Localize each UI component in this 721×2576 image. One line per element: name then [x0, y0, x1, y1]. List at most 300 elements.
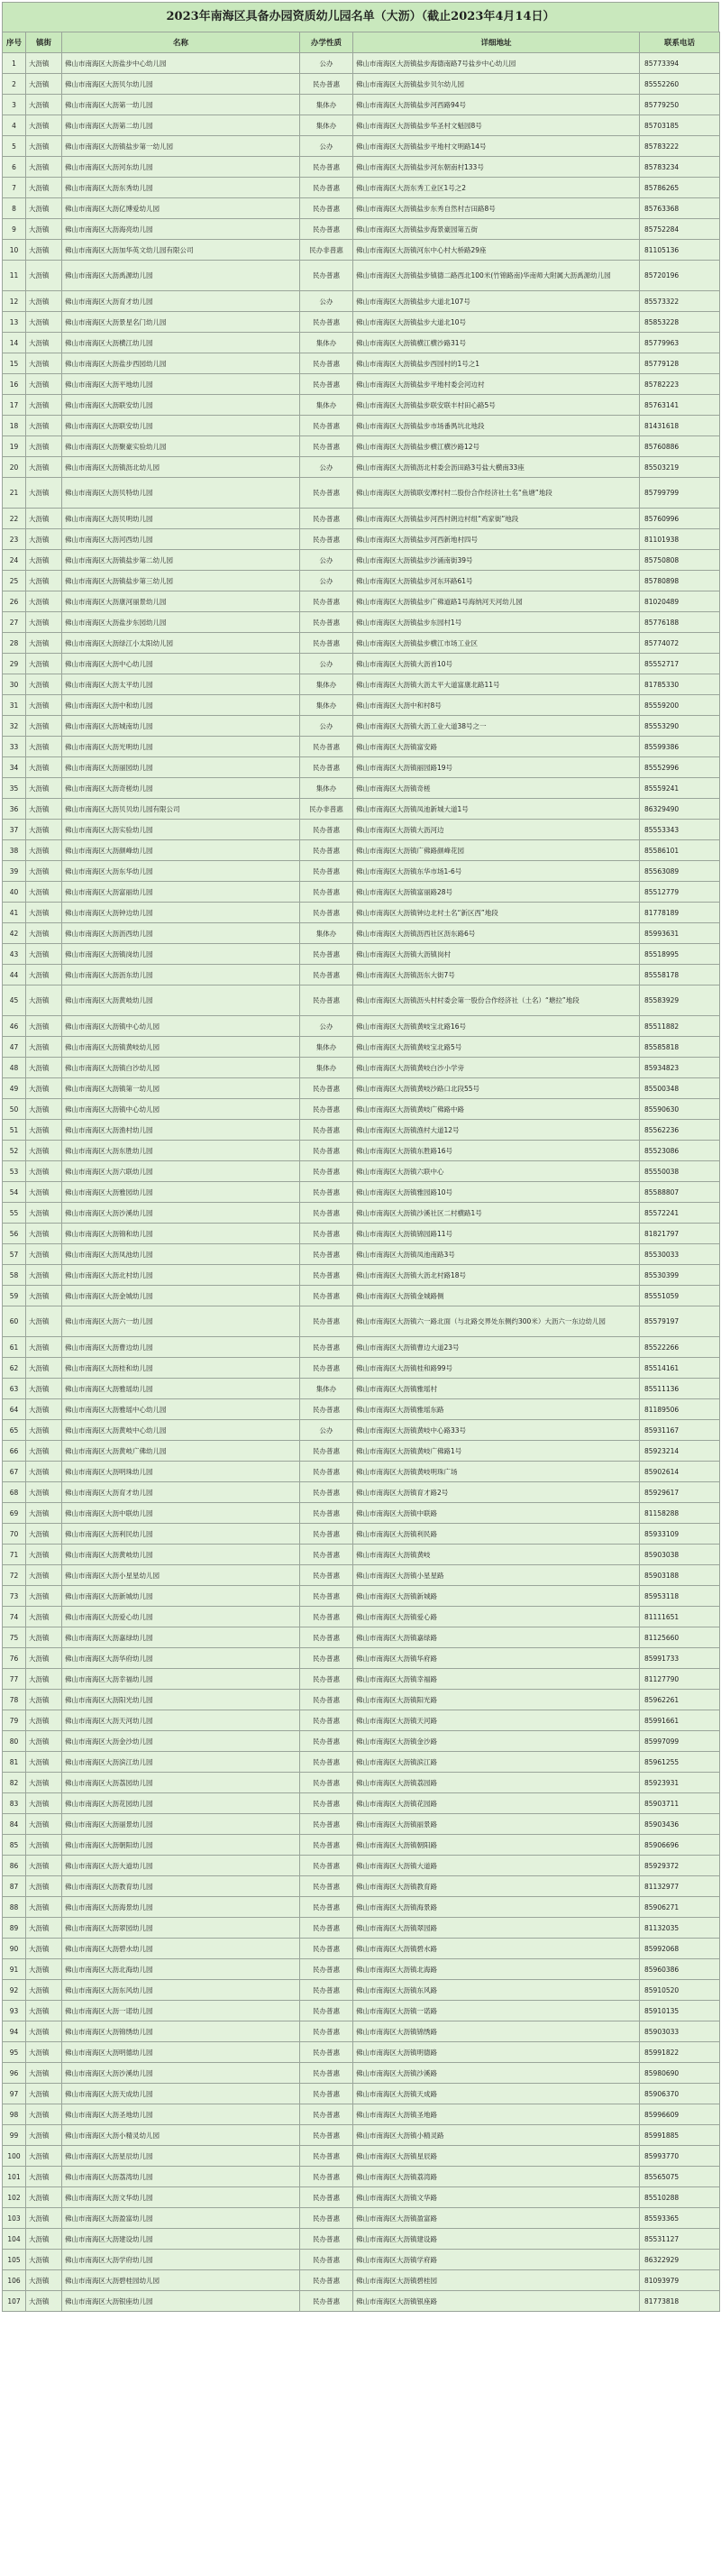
row-town: 大沥镇 — [26, 1420, 62, 1441]
row-name: 佛山市南海区大沥天成幼儿园 — [62, 2084, 300, 2104]
row-address: 佛山市南海区大沥镇东风路 — [353, 1980, 640, 2001]
table-row — [3, 1939, 720, 1959]
row-nature: 民办普惠 — [300, 591, 353, 612]
row-index: 62 — [3, 1358, 26, 1379]
row-index: 36 — [3, 799, 26, 820]
row-address: 佛山市南海区大沥镇盐步河西村朗边村组“鸡家街”地段 — [353, 509, 640, 529]
row-town: 大沥镇 — [26, 1037, 62, 1058]
row-phone: 85776188 — [640, 612, 720, 633]
row-phone: 85903038 — [640, 1545, 720, 1565]
row-index: 85 — [3, 1835, 26, 1856]
row-nature: 民办普惠 — [300, 1627, 353, 1648]
row-name: 佛山市南海区大沥圣地幼儿园 — [62, 2104, 300, 2125]
row-index: 55 — [3, 1203, 26, 1224]
row-address: 佛山市南海区大沥镇碧水路 — [353, 1939, 640, 1959]
row-town: 大沥镇 — [26, 1814, 62, 1835]
row-nature: 民办普惠 — [300, 529, 353, 550]
row-town: 大沥镇 — [26, 457, 62, 478]
row-nature: 民办普惠 — [300, 1265, 353, 1286]
row-phone: 85992068 — [640, 1939, 720, 1959]
row-town: 大沥镇 — [26, 2167, 62, 2187]
table-row — [3, 882, 720, 903]
row-name: 佛山市南海区大沥桂和幼儿园 — [62, 1358, 300, 1379]
row-name: 佛山市南海区大沥利民幼儿园 — [62, 1524, 300, 1545]
row-index: 11 — [3, 261, 26, 291]
row-address: 佛山市南海区大沥镇盐步东秀自然村吉田路8号 — [353, 198, 640, 219]
row-index: 45 — [3, 985, 26, 1016]
row-name: 佛山市南海区大沥镇盐步第二幼儿园 — [62, 550, 300, 571]
row-name: 佛山市南海区大沥沥西幼儿园 — [62, 923, 300, 944]
row-name: 佛山市南海区大沥太平幼儿园 — [62, 674, 300, 695]
row-phone: 85931167 — [640, 1420, 720, 1441]
table-row — [3, 1959, 720, 1980]
row-phone: 85991661 — [640, 1710, 720, 1731]
row-town: 大沥镇 — [26, 1939, 62, 1959]
row-nature: 民办普惠 — [300, 1959, 353, 1980]
row-town: 大沥镇 — [26, 261, 62, 291]
table-row — [3, 1182, 720, 1203]
row-name: 佛山市南海区大沥中联幼儿园 — [62, 1503, 300, 1524]
row-index: 63 — [3, 1379, 26, 1399]
row-address: 佛山市南海区大沥镇盐步大道北10号 — [353, 312, 640, 333]
row-name: 佛山市南海区大沥育才幼儿园 — [62, 291, 300, 312]
row-town: 大沥镇 — [26, 1731, 62, 1752]
table-row — [3, 2125, 720, 2146]
row-town: 大沥镇 — [26, 1690, 62, 1710]
row-town: 大沥镇 — [26, 2084, 62, 2104]
row-index: 5 — [3, 136, 26, 157]
row-nature: 民办普惠 — [300, 1793, 353, 1814]
row-town: 大沥镇 — [26, 633, 62, 654]
row-town: 大沥镇 — [26, 674, 62, 695]
row-address: 佛山市南海区大沥镇黄岐宝北路5号 — [353, 1037, 640, 1058]
table-row — [3, 374, 720, 395]
row-index: 27 — [3, 612, 26, 633]
row-phone: 85585818 — [640, 1037, 720, 1058]
row-address: 佛山市南海区大沥镇一诺路 — [353, 2001, 640, 2021]
row-town: 大沥镇 — [26, 1203, 62, 1224]
row-index: 91 — [3, 1959, 26, 1980]
row-index: 21 — [3, 478, 26, 509]
table-row — [3, 1037, 720, 1058]
row-index: 72 — [3, 1565, 26, 1586]
row-nature: 民办普惠 — [300, 1286, 353, 1306]
row-name: 佛山市南海区大沥小精灵幼儿园 — [62, 2125, 300, 2146]
table-row — [3, 1358, 720, 1379]
row-name: 佛山市南海区大沥富丽幼儿园 — [62, 882, 300, 903]
row-address: 佛山市南海区大沥镇盐步华圣村文魁园8号 — [353, 115, 640, 136]
row-name: 佛山市南海区大沥小星星幼儿园 — [62, 1565, 300, 1586]
row-nature: 民办普惠 — [300, 436, 353, 457]
row-nature: 集体办 — [300, 1037, 353, 1058]
row-town: 大沥镇 — [26, 1224, 62, 1244]
row-town: 大沥镇 — [26, 1773, 62, 1793]
row-address: 佛山市南海区大沥镇明德路 — [353, 2042, 640, 2063]
row-nature: 民办普惠 — [300, 2042, 353, 2063]
row-nature: 民办普惠 — [300, 612, 353, 633]
row-town: 大沥镇 — [26, 2291, 62, 2312]
row-address: 佛山市南海区大沥镇盐步西园村的1号之1 — [353, 353, 640, 374]
row-index: 16 — [3, 374, 26, 395]
row-nature: 集体办 — [300, 1379, 353, 1399]
row-address: 佛山市南海区大沥镇翠园路 — [353, 1918, 640, 1939]
row-index: 35 — [3, 778, 26, 799]
row-town: 大沥镇 — [26, 1669, 62, 1690]
table-row — [3, 716, 720, 737]
row-name: 佛山市南海区大沥景星名门幼儿园 — [62, 312, 300, 333]
row-index: 75 — [3, 1627, 26, 1648]
row-address: 佛山市南海区大沥镇朝阳路 — [353, 1835, 640, 1856]
row-index: 57 — [3, 1244, 26, 1265]
row-town: 大沥镇 — [26, 1016, 62, 1037]
row-phone: 85703185 — [640, 115, 720, 136]
row-phone: 81101938 — [640, 529, 720, 550]
row-address: 佛山市南海区大沥镇教育路 — [353, 1876, 640, 1897]
row-nature: 民办普惠 — [300, 1503, 353, 1524]
row-town: 大沥镇 — [26, 903, 62, 923]
row-name: 佛山市南海区大沥东风幼儿园 — [62, 1980, 300, 2001]
row-address: 佛山市南海区大沥镇黄岐白沙小学旁 — [353, 1058, 640, 1078]
row-name: 佛山市南海区大沥嘉绿幼儿园 — [62, 1627, 300, 1648]
row-index: 53 — [3, 1161, 26, 1182]
row-phone: 86329490 — [640, 799, 720, 820]
row-town: 大沥镇 — [26, 965, 62, 985]
row-nature: 集体办 — [300, 923, 353, 944]
row-index: 76 — [3, 1648, 26, 1669]
row-town: 大沥镇 — [26, 571, 62, 591]
row-town: 大沥镇 — [26, 799, 62, 820]
row-phone: 85799799 — [640, 478, 720, 509]
row-phone: 85511882 — [640, 1016, 720, 1037]
row-address: 佛山市南海区大沥镇大沥河边 — [353, 820, 640, 840]
table-row — [3, 1286, 720, 1306]
row-nature: 民办普惠 — [300, 509, 353, 529]
row-town: 大沥镇 — [26, 1399, 62, 1420]
row-name: 佛山市南海区大沥镇白沙幼儿园 — [62, 1058, 300, 1078]
row-phone: 85760886 — [640, 436, 720, 457]
row-nature: 民办普惠 — [300, 2208, 353, 2229]
row-address: 佛山市南海区大沥镇富丽路28号 — [353, 882, 640, 903]
row-index: 69 — [3, 1503, 26, 1524]
row-town: 大沥镇 — [26, 1482, 62, 1503]
row-index: 107 — [3, 2291, 26, 2312]
row-name: 佛山市南海区大沥阳光幼儿园 — [62, 1690, 300, 1710]
row-nature: 民办普惠 — [300, 1078, 353, 1099]
row-address: 佛山市南海区大沥镇沥西社区沥东路6号 — [353, 923, 640, 944]
table-row — [3, 312, 720, 333]
row-nature: 民办普惠 — [300, 1690, 353, 1710]
row-phone: 85558178 — [640, 965, 720, 985]
row-name: 佛山市南海区大沥奇槎幼儿园 — [62, 778, 300, 799]
table-row — [3, 2001, 720, 2021]
table-row — [3, 2187, 720, 2208]
row-address: 佛山市南海区大沥镇黄岐广佛路中路 — [353, 1099, 640, 1120]
row-address: 佛山市南海区大沥镇盈富路 — [353, 2208, 640, 2229]
table-row — [3, 2250, 720, 2270]
row-index: 18 — [3, 416, 26, 436]
row-nature: 民办普惠 — [300, 1897, 353, 1918]
row-nature: 民办普惠 — [300, 737, 353, 757]
row-index: 78 — [3, 1690, 26, 1710]
row-phone: 85559200 — [640, 695, 720, 716]
table-row — [3, 1306, 720, 1337]
row-address: 佛山市南海区大沥镇星辰路 — [353, 2146, 640, 2167]
row-phone: 85523086 — [640, 1141, 720, 1161]
row-nature: 民办普惠 — [300, 820, 353, 840]
row-name: 佛山市南海区大沥第二幼儿园 — [62, 115, 300, 136]
row-name: 佛山市南海区大沥一诺幼儿园 — [62, 2001, 300, 2021]
row-address: 佛山市南海区大沥镇盐步河西路94号 — [353, 95, 640, 115]
table-row — [3, 1337, 720, 1358]
row-name: 佛山市南海区大沥中和幼儿园 — [62, 695, 300, 716]
table-row — [3, 529, 720, 550]
table-row — [3, 737, 720, 757]
row-town: 大沥镇 — [26, 757, 62, 778]
row-address: 佛山市南海区大沥镇海景路 — [353, 1897, 640, 1918]
row-phone: 85588807 — [640, 1182, 720, 1203]
row-nature: 民办普惠 — [300, 1648, 353, 1669]
row-town: 大沥镇 — [26, 1265, 62, 1286]
row-phone: 85763368 — [640, 198, 720, 219]
row-town: 大沥镇 — [26, 1141, 62, 1161]
row-phone: 85553290 — [640, 716, 720, 737]
table-row — [3, 903, 720, 923]
row-name: 佛山市南海区大沥联安幼儿园 — [62, 395, 300, 416]
row-name: 佛山市南海区大沥河西幼儿园 — [62, 529, 300, 550]
header-town: 镇街 — [26, 32, 62, 53]
row-index: 28 — [3, 633, 26, 654]
table-row — [3, 1244, 720, 1265]
table-row — [3, 2167, 720, 2187]
row-nature: 集体办 — [300, 674, 353, 695]
row-nature: 民办普惠 — [300, 1099, 353, 1120]
row-address: 佛山市南海区大沥镇渔村大道12号 — [353, 1120, 640, 1141]
row-town: 大沥镇 — [26, 240, 62, 261]
row-index: 56 — [3, 1224, 26, 1244]
row-nature: 民办普惠 — [300, 2084, 353, 2104]
row-name: 佛山市南海区大沥渔村幼儿园 — [62, 1120, 300, 1141]
table-row — [3, 1856, 720, 1876]
row-address: 佛山市南海区大沥镇荔园路 — [353, 1773, 640, 1793]
row-address: 佛山市南海区大沥镇盐步东园村1号 — [353, 612, 640, 633]
row-phone: 85552996 — [640, 757, 720, 778]
row-address: 佛山市南海区大沥镇广佛路颜峰花园 — [353, 840, 640, 861]
row-index: 30 — [3, 674, 26, 695]
row-index: 90 — [3, 1939, 26, 1959]
row-phone: 85783234 — [640, 157, 720, 178]
row-index: 3 — [3, 95, 26, 115]
row-index: 80 — [3, 1731, 26, 1752]
row-index: 46 — [3, 1016, 26, 1037]
header-nature: 办学性质 — [300, 32, 353, 53]
row-address: 佛山市南海区大沥镇盐步镇德二路西北100米(竹锦路南)华南师大附属大沥禹源幼儿园 — [353, 261, 640, 291]
row-town: 大沥镇 — [26, 529, 62, 550]
row-town: 大沥镇 — [26, 74, 62, 95]
row-index: 48 — [3, 1058, 26, 1078]
row-nature: 集体办 — [300, 778, 353, 799]
row-address: 佛山市南海区大沥镇爱心路 — [353, 1607, 640, 1627]
row-phone: 85572241 — [640, 1203, 720, 1224]
row-nature: 民办普惠 — [300, 985, 353, 1016]
table-row — [3, 1545, 720, 1565]
row-nature: 民办普惠 — [300, 2021, 353, 2042]
table-row — [3, 219, 720, 240]
row-address: 佛山市南海区大沥镇锦绣路 — [353, 2021, 640, 2042]
row-town: 大沥镇 — [26, 395, 62, 416]
row-nature: 民办普惠 — [300, 1856, 353, 1876]
row-town: 大沥镇 — [26, 1918, 62, 1939]
row-name: 佛山市南海区大沥学府幼儿园 — [62, 2250, 300, 2270]
row-town: 大沥镇 — [26, 1244, 62, 1265]
row-index: 84 — [3, 1814, 26, 1835]
row-phone: 85562236 — [640, 1120, 720, 1141]
row-nature: 民办普惠 — [300, 1669, 353, 1690]
row-phone: 85518995 — [640, 944, 720, 965]
row-nature: 民办普惠 — [300, 1399, 353, 1420]
row-town: 大沥镇 — [26, 882, 62, 903]
row-name: 佛山市南海区大沥曹边幼儿园 — [62, 1337, 300, 1358]
row-nature: 民办普惠 — [300, 2063, 353, 2084]
row-index: 47 — [3, 1037, 26, 1058]
row-name: 佛山市南海区大沥雅瑶中心幼儿园 — [62, 1399, 300, 1420]
row-phone: 85563089 — [640, 861, 720, 882]
table-row — [3, 1835, 720, 1856]
table-row — [3, 1565, 720, 1586]
row-town: 大沥镇 — [26, 198, 62, 219]
row-address: 佛山市南海区大沥镇盐步横江市场工业区 — [353, 633, 640, 654]
row-name: 佛山市南海区大沥北村幼儿园 — [62, 1265, 300, 1286]
row-town: 大沥镇 — [26, 157, 62, 178]
table-row — [3, 1980, 720, 2001]
row-nature: 民办普惠 — [300, 353, 353, 374]
row-phone: 85779250 — [640, 95, 720, 115]
table-row — [3, 2084, 720, 2104]
row-nature: 民办普惠 — [300, 757, 353, 778]
row-address: 佛山市南海区大沥镇盐步平地村委会河边村 — [353, 374, 640, 395]
row-name: 佛山市南海区大沥颜峰幼儿园 — [62, 840, 300, 861]
row-index: 34 — [3, 757, 26, 778]
row-address: 佛山市南海区大沥镇东胜路16号 — [353, 1141, 640, 1161]
table-row — [3, 1773, 720, 1793]
header-index: 序号 — [3, 32, 26, 53]
table-row — [3, 799, 720, 820]
row-town: 大沥镇 — [26, 840, 62, 861]
row-name: 佛山市南海区大沥钟边幼儿园 — [62, 903, 300, 923]
row-index: 39 — [3, 861, 26, 882]
row-town: 大沥镇 — [26, 2125, 62, 2146]
row-phone: 85933109 — [640, 1524, 720, 1545]
row-nature: 民办普惠 — [300, 1565, 353, 1586]
row-phone: 85720196 — [640, 261, 720, 291]
row-index: 40 — [3, 882, 26, 903]
row-name: 佛山市南海区大沥华府幼儿园 — [62, 1648, 300, 1669]
row-index: 96 — [3, 2063, 26, 2084]
row-name: 佛山市南海区大沥聚豪实验幼儿园 — [62, 436, 300, 457]
row-name: 佛山市南海区大沥贝明幼儿园 — [62, 509, 300, 529]
table-row — [3, 1586, 720, 1607]
row-address: 佛山市南海区大沥镇新城路 — [353, 1586, 640, 1607]
row-name: 佛山市南海区大沥爱心幼儿园 — [62, 1607, 300, 1627]
row-index: 81 — [3, 1752, 26, 1773]
row-name: 佛山市南海区大沥联安幼儿园 — [62, 416, 300, 436]
row-name: 佛山市南海区大沥贝特幼儿园 — [62, 478, 300, 509]
table-row — [3, 1379, 720, 1399]
row-town: 大沥镇 — [26, 509, 62, 529]
row-index: 4 — [3, 115, 26, 136]
row-phone: 81132977 — [640, 1876, 720, 1897]
row-address: 佛山市南海区大沥镇富安路 — [353, 737, 640, 757]
row-address: 佛山市南海区大沥镇钟边北村土名“新区西”地段 — [353, 903, 640, 923]
row-nature: 民办普惠 — [300, 840, 353, 861]
row-address: 佛山市南海区大沥镇横江横沙路31号 — [353, 333, 640, 353]
row-name: 佛山市南海区大沥禹源幼儿园 — [62, 261, 300, 291]
row-address: 佛山市南海区大沥镇盐步海德南路7号盐步中心幼儿园 — [353, 53, 640, 74]
row-phone: 81821797 — [640, 1224, 720, 1244]
row-town: 大沥镇 — [26, 1980, 62, 2001]
row-name: 佛山市南海区大沥中心幼儿园 — [62, 654, 300, 674]
row-name: 佛山市南海区大沥第一幼儿园 — [62, 95, 300, 115]
row-phone: 85760996 — [640, 509, 720, 529]
row-nature: 公办 — [300, 457, 353, 478]
row-address: 佛山市南海区大沥镇天河路 — [353, 1710, 640, 1731]
row-name: 佛山市南海区大沥翠园幼儿园 — [62, 1918, 300, 1939]
row-phone: 85579197 — [640, 1306, 720, 1337]
row-nature: 民办普惠 — [300, 2291, 353, 2312]
row-phone: 85953118 — [640, 1586, 720, 1607]
row-index: 2 — [3, 74, 26, 95]
row-town: 大沥镇 — [26, 923, 62, 944]
row-town: 大沥镇 — [26, 1959, 62, 1980]
row-phone: 85783222 — [640, 136, 720, 157]
row-index: 23 — [3, 529, 26, 550]
row-nature: 民办普惠 — [300, 1918, 353, 1939]
row-phone: 85593365 — [640, 2208, 720, 2229]
row-address: 佛山市南海区大沥镇银座路 — [353, 2291, 640, 2312]
row-phone: 85503219 — [640, 457, 720, 478]
row-name: 佛山市南海区大沥文华幼儿园 — [62, 2187, 300, 2208]
table-row — [3, 2021, 720, 2042]
row-index: 94 — [3, 2021, 26, 2042]
row-name: 佛山市南海区大沥加华英文幼儿园有限公司 — [62, 240, 300, 261]
row-town: 大沥镇 — [26, 1306, 62, 1337]
row-phone: 85551059 — [640, 1286, 720, 1306]
row-nature: 集体办 — [300, 1058, 353, 1078]
row-address: 佛山市南海区大沥镇盐步广佛道路1号海纳河天河幼儿园 — [353, 591, 640, 612]
row-address: 佛山市南海区大沥镇盐步沙涌南街39号 — [353, 550, 640, 571]
table-row — [3, 261, 720, 291]
row-town: 大沥镇 — [26, 2063, 62, 2084]
row-phone: 81127790 — [640, 1669, 720, 1690]
row-address: 佛山市南海区大沥镇六一路北面（与北路交界处东侧约300米）大沥六一东边幼儿园 — [353, 1306, 640, 1337]
row-town: 大沥镇 — [26, 219, 62, 240]
row-address: 佛山市南海区大沥镇沥北村委会沥田路3号盐大横南33座 — [353, 457, 640, 478]
row-name: 佛山市南海区大沥沥东幼儿园 — [62, 965, 300, 985]
row-town: 大沥镇 — [26, 1441, 62, 1462]
row-address: 佛山市南海区大沥镇东华市场1-6号 — [353, 861, 640, 882]
row-phone: 85903188 — [640, 1565, 720, 1586]
row-phone: 85750808 — [640, 550, 720, 571]
row-name: 佛山市南海区大沥镇中心幼儿园 — [62, 1099, 300, 1120]
row-index: 92 — [3, 1980, 26, 2001]
row-index: 61 — [3, 1337, 26, 1358]
row-index: 24 — [3, 550, 26, 571]
row-phone: 85910520 — [640, 1980, 720, 2001]
row-address: 佛山市南海区大沥镇华府路 — [353, 1648, 640, 1669]
row-town: 大沥镇 — [26, 2001, 62, 2021]
row-name: 佛山市南海区大沥幸福幼儿园 — [62, 1669, 300, 1690]
row-town: 大沥镇 — [26, 1565, 62, 1586]
table-row — [3, 1918, 720, 1939]
